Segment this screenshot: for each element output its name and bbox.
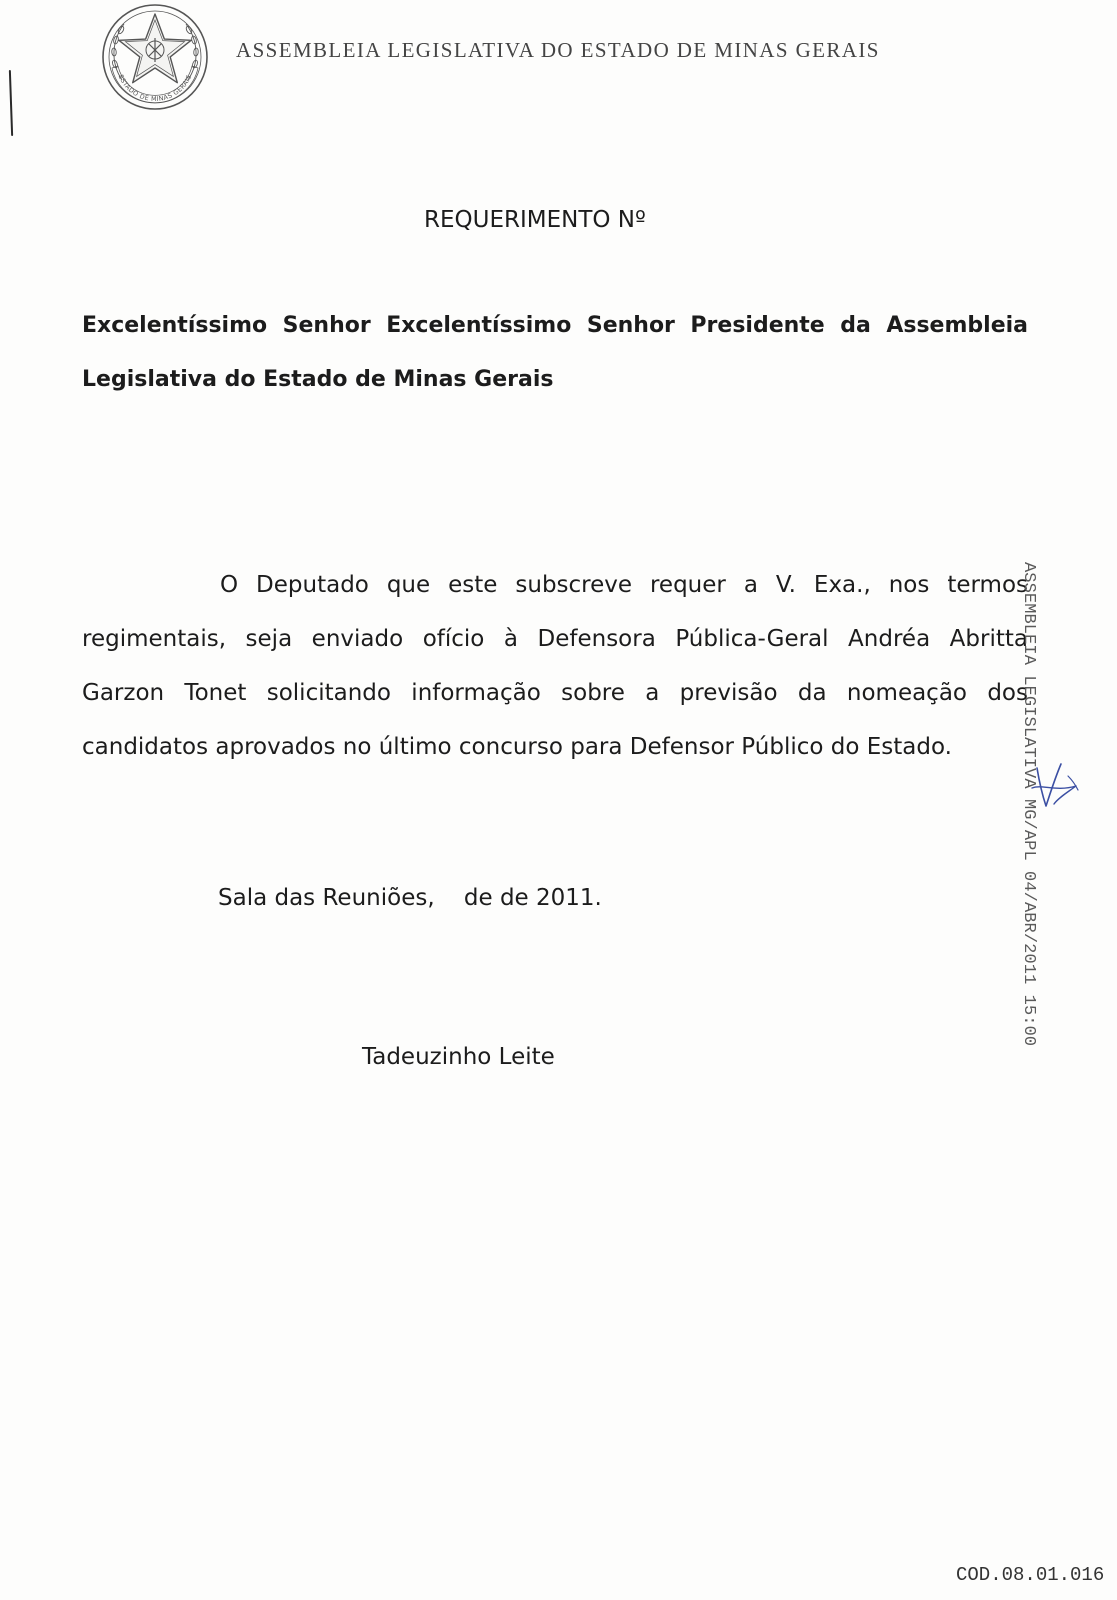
salutation-line: Legislativa do Estado de Minas Gerais <box>82 367 554 392</box>
initials-stroke-cross <box>1032 786 1076 804</box>
institution-header: ASSEMBLEIA LEGISLATIVA DO ESTADO DE MINAS GERAIS <box>236 38 880 62</box>
request-body-paragraph <box>82 558 1028 774</box>
body-line: regimentais, seja enviado ofício à Defensora Pública-Geral Andréa Abritta <box>82 626 1028 652</box>
body-line: candidatos aprovados no último concurso para Defensor Público do Estado. <box>82 734 952 760</box>
handwritten-initials <box>1028 758 1080 816</box>
margin-pen-mark <box>9 70 13 136</box>
state-seal <box>100 2 210 112</box>
body-line: Garzon Tonet solicitando informação sobre a previsão da nomeação dos <box>82 680 1028 706</box>
signatory-name: Tadeuzinho Leite <box>362 1044 555 1070</box>
document-title: REQUERIMENTO Nº <box>424 207 646 233</box>
seal-text <box>117 73 194 103</box>
salutation-paragraph <box>82 299 1028 407</box>
salutation-line: Excelentíssimo Senhor Excelentíssimo Senhor Presidente da Assembleia <box>82 313 1028 338</box>
place-and-date: Sala das Reuniões, de de 2011. <box>218 885 602 911</box>
protocol-stamp: ASSEMBLEIA LEGISLATIVA MG/APL 04/ABR/2011 15:00 <box>1019 562 1038 1047</box>
document-code: COD.08.01.016 <box>956 1564 1105 1586</box>
body-line: O Deputado que este subscreve requer a V. Exa., nos termos <box>220 572 1028 598</box>
seal-text-path: ESTADO DE MINAS GERAIS <box>116 73 194 104</box>
